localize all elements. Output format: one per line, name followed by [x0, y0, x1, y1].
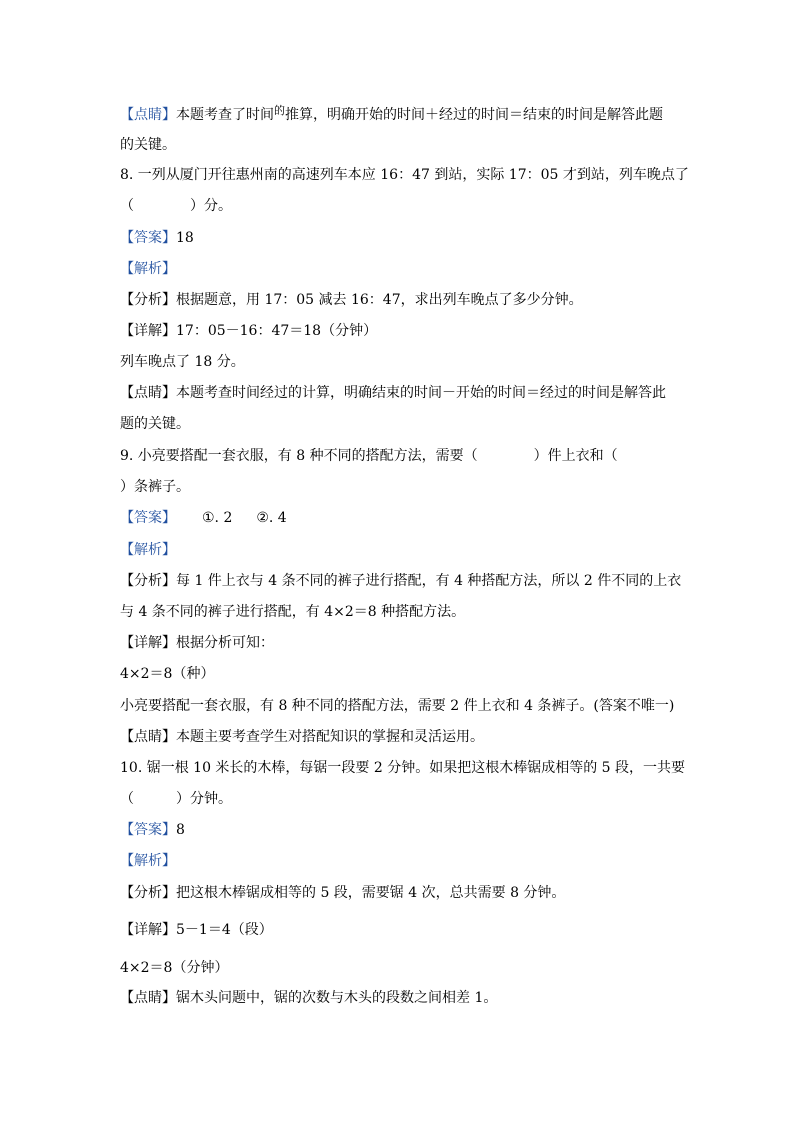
xiangjie-label: 【详解】 [120, 323, 176, 339]
dianjing-label: 【点睛】 [120, 990, 176, 1006]
q9-answer-1: ①. 2 [202, 510, 233, 526]
jiexi-label: 【解析】 [120, 261, 176, 277]
q8-dianjing-cont: 题的关键。 [120, 416, 190, 432]
xiangjie-label: 【详解】 [120, 635, 176, 651]
q9-question-cont: ）条裤子。 [120, 479, 190, 495]
q9-answer-line [120, 508, 287, 528]
q9-xiangjie-line [120, 633, 274, 653]
answer-label: 【答案】 [120, 510, 176, 526]
q10-answer: 8 [176, 822, 185, 838]
prev-dianjing-text-a: 本题考查了时间 [176, 107, 274, 123]
jiexi-label: 【解析】 [120, 542, 176, 558]
q10-calc: 4×2＝8（分钟） [120, 960, 229, 976]
dianjing-label: 【点睛】 [120, 385, 176, 401]
q9-jiexi-line [120, 540, 176, 560]
q9-result: 小亮要搭配一套衣服，有 8 种不同的搭配方法，需要 2 件上衣和 4 条裤子。(答案不唯一) [120, 698, 675, 714]
q10-dianjing: 锯木头问题中，锯的次数与木头的段数之间相差 1。 [176, 990, 498, 1006]
q9-calc: 4×2＝8（种） [120, 666, 215, 682]
q8-answer-line [120, 228, 194, 248]
q8-result: 列车晚点了 18 分。 [120, 354, 245, 370]
q8-answer: 18 [176, 230, 194, 246]
q8-dianjing-line [120, 383, 666, 403]
fenxi-label: 【分析】 [120, 885, 176, 901]
q9-answer-2: ②. 4 [256, 510, 287, 526]
answer-label: 【答案】 [120, 230, 176, 246]
prev-dianjing-cont: 的关键。 [120, 137, 176, 153]
q8-jiexi-line [120, 259, 176, 279]
q10-fenxi-line [120, 883, 565, 903]
dianjing-label: 【点睛】 [120, 729, 176, 745]
prev-dianjing-text-b: 推算，明确开始的时间＋经过的时间＝结束的时间是解答此题 [285, 107, 663, 123]
q10-dianjing-line [120, 988, 497, 1008]
q9-question: 9. 小亮要搭配一套衣服，有 8 种不同的搭配方法，需要（ ）件上衣和（ [120, 448, 618, 464]
q10-jiexi-line [120, 851, 176, 871]
fenxi-label: 【分析】 [120, 292, 176, 308]
answer-label: 【答案】 [120, 822, 176, 838]
xiangjie-label: 【详解】 [120, 922, 176, 938]
q8-question-cont: （ ）分。 [120, 198, 232, 214]
q8-question: 8. 一列从厦门开往惠州南的高速列车本应 16：47 到站，实际 17：05 才到站，列车晚点了 [120, 167, 689, 183]
q9-xiangjie: 根据分析可知： [176, 635, 274, 651]
q9-fenxi-line [120, 571, 681, 591]
q8-xiangjie-line [120, 321, 377, 341]
q10-answer-line [120, 820, 185, 840]
jiexi-label: 【解析】 [120, 853, 176, 869]
q9-dianjing-line [120, 727, 484, 747]
q10-question-cont: （ ）分钟。 [120, 791, 232, 807]
q8-fenxi: 根据题意，用 17：05 减去 16：47，求出列车晚点了多少分钟。 [176, 292, 583, 308]
q10-question: 10. 锯一根 10 米长的木棒，每锯一段要 2 分钟。如果把这根木棒锯成相等的 5 段，一共要 [120, 760, 686, 776]
fenxi-label: 【分析】 [120, 573, 176, 589]
prev-dianjing-line [120, 105, 663, 126]
q9-dianjing: 本题主要考查学生对搭配知识的掌握和灵活运用。 [176, 729, 484, 745]
q8-dianjing: 本题考查时间经过的计算，明确结束的时间－开始的时间＝经过的时间是解答此 [176, 385, 666, 401]
q10-fenxi: 把这根木棒锯成相等的 5 段，需要锯 4 次，总共需要 8 分钟。 [176, 885, 566, 901]
q10-xiangjie-line [120, 920, 273, 940]
dianjing-label: 【点睛】 [120, 107, 176, 123]
q8-xiangjie: 17：05－16：47＝18（分钟） [176, 323, 378, 339]
q9-fenxi-cont: 与 4 条不同的裤子进行搭配，有 4×2＝8 种搭配方法。 [120, 604, 466, 620]
prev-dianjing-sup: 的 [274, 104, 285, 117]
q9-fenxi: 每 1 件上衣与 4 条不同的裤子进行搭配，有 4 种搭配方法，所以 2 件不同的上衣 [176, 573, 682, 589]
q8-fenxi-line [120, 290, 583, 310]
q10-xiangjie: 5－1＝4（段） [176, 922, 273, 938]
